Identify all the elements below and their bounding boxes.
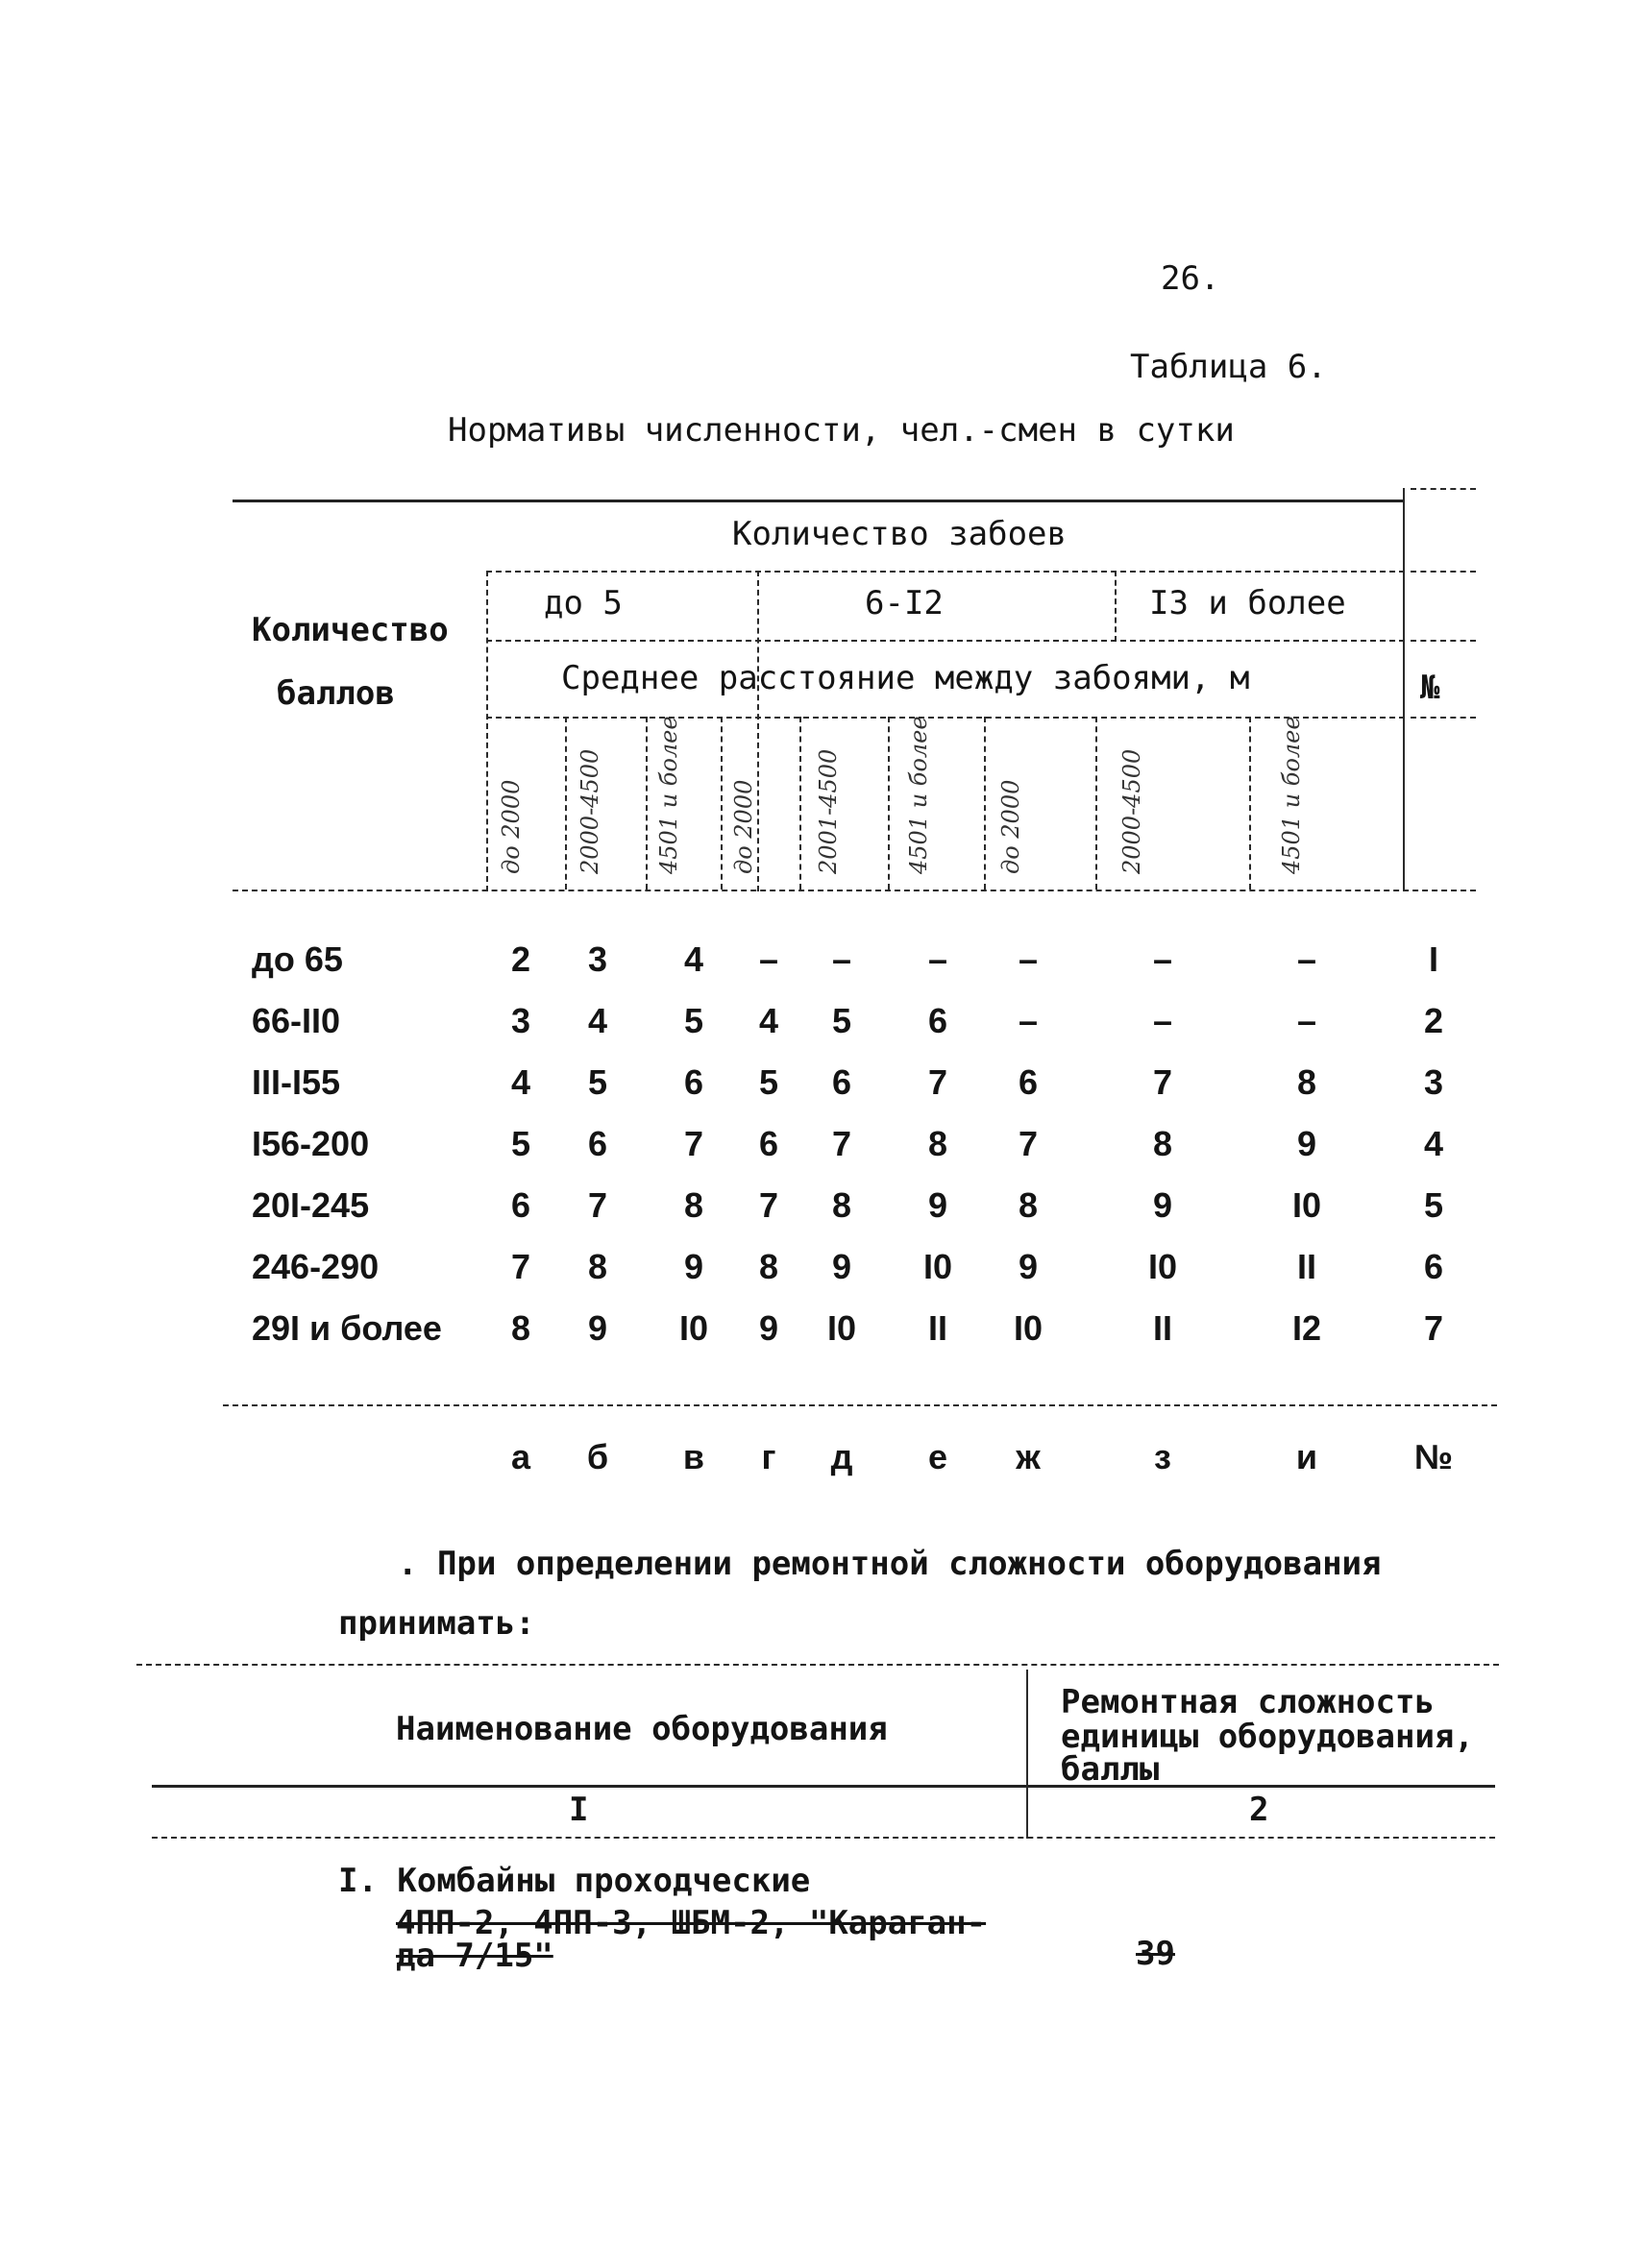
cell: 9 [683,1247,704,1286]
cell: – [1296,939,1317,979]
cell: 6 [927,1001,948,1040]
groups-rule [486,640,1405,642]
cell: 8 [587,1247,608,1286]
group-divider-2 [1115,571,1117,642]
num-col-divider [1403,488,1405,891]
row-label: 20I-245 [252,1185,370,1225]
cell: 6 [1018,1062,1039,1102]
table-top-rule [233,500,1405,502]
cell: – [758,939,779,979]
group-label-2: 6-I2 [865,584,944,622]
num-col-rule-3 [1411,717,1476,719]
cell: I0 [1013,1308,1043,1348]
distance-header: Среднее расстояние между забоями, м [561,659,1250,697]
cell: 5 [587,1062,608,1102]
cell: 2 [510,939,531,979]
cell: 9 [1152,1185,1173,1225]
sub-divider-8 [1249,717,1251,890]
page-number: 26. [1161,259,1220,298]
cell: 5 [510,1124,531,1163]
cell: 7 [758,1185,779,1225]
cell: 8 [927,1124,948,1163]
row-number: 2 [1423,1001,1444,1040]
row-number: 4 [1423,1124,1444,1163]
group-label-3: I3 и более [1149,584,1346,622]
table2-col1-number: I [569,1791,589,1829]
subcol-header-1: до 2000 [498,779,525,874]
sub-divider-6 [984,717,986,890]
item-value: 39 [1136,1935,1175,1973]
cell: 7 [1152,1062,1173,1102]
cell: 6 [683,1062,704,1102]
distance-rule [486,717,1405,719]
cell: 9 [758,1308,779,1348]
paragraph-line-2: принимать: [338,1604,535,1643]
cell: 7 [510,1247,531,1286]
cell: 4 [587,1001,608,1040]
cell: 8 [758,1247,779,1286]
subcol-header-5: 2001-4500 [815,748,842,874]
table2-col2-header-line-3: баллы [1061,1750,1160,1789]
subcol-header-4: до 2000 [730,779,757,874]
cell: 6 [510,1185,531,1225]
cell: 9 [1018,1247,1039,1286]
table2-col2-header-line-1: Ремонтная сложность [1061,1683,1435,1721]
footer-letter: ж [1016,1437,1041,1476]
cell: I0 [1147,1247,1178,1286]
item-models-line-1: 4ПП-2, 4ПП-3, ШБМ-2, "Караган- [396,1904,987,1942]
cell: – [831,939,852,979]
cell: 8 [1152,1124,1173,1163]
cell: 5 [758,1062,779,1102]
subcol-header-3: 4501 и более [655,716,682,874]
cell: 4 [758,1001,779,1040]
cell: 6 [587,1124,608,1163]
footer-letter: б [586,1437,609,1476]
table2-top-rule [136,1664,1499,1666]
row-label: I56-200 [252,1124,370,1163]
cell: I2 [1291,1308,1322,1348]
item-title: I. Комбайны проходческие [338,1862,811,1900]
sub-divider-4 [799,717,801,890]
footer-letter: г [761,1437,776,1476]
header-bottom-rule [233,890,1476,891]
row-number: 3 [1423,1062,1444,1102]
page-title: Нормативы численности, чел.-смен в сутки [448,411,1235,450]
table-top-rule-right [1411,488,1476,490]
table2-col1-header: Наименование оборудования [396,1710,888,1748]
subcol-header-7: до 2000 [997,779,1024,874]
cell: – [1152,939,1173,979]
footer-letter: а [510,1437,531,1476]
cell: – [1296,1001,1317,1040]
cell: II [1296,1247,1316,1286]
left-header-divider [486,571,488,891]
row-number: 7 [1423,1308,1444,1348]
cell: 5 [683,1001,704,1040]
row-label: III-I55 [252,1062,341,1102]
num-col-rule-2 [1411,640,1476,642]
table-bottom-rule [223,1404,1497,1406]
row-header-line-2: баллов [277,674,395,713]
cell: 8 [831,1185,852,1225]
subcol-header-8: 2000-4500 [1118,748,1145,874]
cell: 9 [927,1185,948,1225]
cell: II [927,1308,947,1348]
cell: 9 [831,1247,852,1286]
sub-divider-2 [646,717,648,890]
row-label: 246-290 [252,1247,380,1286]
group-header-rule [486,571,1405,573]
cell: 4 [683,939,704,979]
group-label-1: до 5 [544,584,623,622]
cell: 5 [831,1001,852,1040]
cell: II [1152,1308,1172,1348]
cell: 9 [1296,1124,1317,1163]
cell: 7 [587,1185,608,1225]
sub-divider-3 [721,717,723,890]
group-header: Количество забоев [732,515,1067,553]
footer-letter: и [1295,1437,1318,1476]
row-label: 66-II0 [252,1001,341,1040]
cell: – [927,939,948,979]
cell: I0 [922,1247,953,1286]
cell: 7 [927,1062,948,1102]
cell: 8 [683,1185,704,1225]
subcol-header-2: 2000-4500 [577,748,603,874]
row-number: 6 [1423,1247,1444,1286]
table-label: Таблица 6. [1130,348,1327,386]
cell: 3 [510,1001,531,1040]
cell: 3 [587,939,608,979]
cell: 8 [1018,1185,1039,1225]
item-models-line-2: да 7/15" [396,1937,553,1975]
footer-letter: е [927,1437,948,1476]
cell: 7 [683,1124,704,1163]
paragraph-line-1: . При определении ремонтной сложности оборудования [398,1545,1382,1583]
table2-number-rule [152,1837,1495,1839]
table2-col2-header-line-2: единицы оборудования, [1061,1718,1474,1756]
cell: 7 [831,1124,852,1163]
subcol-header-6: 4501 и более [905,716,932,874]
footer-letter: в [682,1437,705,1476]
subcol-header-9: 4501 и более [1278,716,1305,874]
num-col-rule-1 [1411,571,1476,573]
cell: 9 [587,1308,608,1348]
cell: I0 [826,1308,857,1348]
cell: I0 [1291,1185,1322,1225]
cell: 7 [1018,1124,1039,1163]
cell: 8 [1296,1062,1317,1102]
row-label: 29I и более [252,1308,442,1348]
group-divider-1 [757,571,759,891]
table2-header-rule [152,1785,1495,1788]
cell: 8 [510,1308,531,1348]
cell: – [1152,1001,1173,1040]
row-number: I [1428,939,1438,979]
number-header: № [1420,669,1440,707]
cell: 6 [758,1124,779,1163]
footer-letter: № [1413,1437,1454,1476]
cell: – [1018,1001,1039,1040]
row-header-line-1: Количество [252,611,449,649]
row-number: 5 [1423,1185,1444,1225]
footer-letter: з [1154,1437,1171,1476]
cell: I0 [678,1308,709,1348]
cell: 4 [510,1062,531,1102]
cell: 6 [831,1062,852,1102]
table2-col2-number: 2 [1249,1791,1269,1829]
sub-divider-5 [888,717,890,890]
cell: – [1018,939,1039,979]
footer-letter: д [830,1437,853,1476]
row-label: до 65 [252,939,343,979]
sub-divider-1 [565,717,567,890]
sub-divider-7 [1095,717,1097,890]
table2-col-divider [1026,1670,1028,1839]
